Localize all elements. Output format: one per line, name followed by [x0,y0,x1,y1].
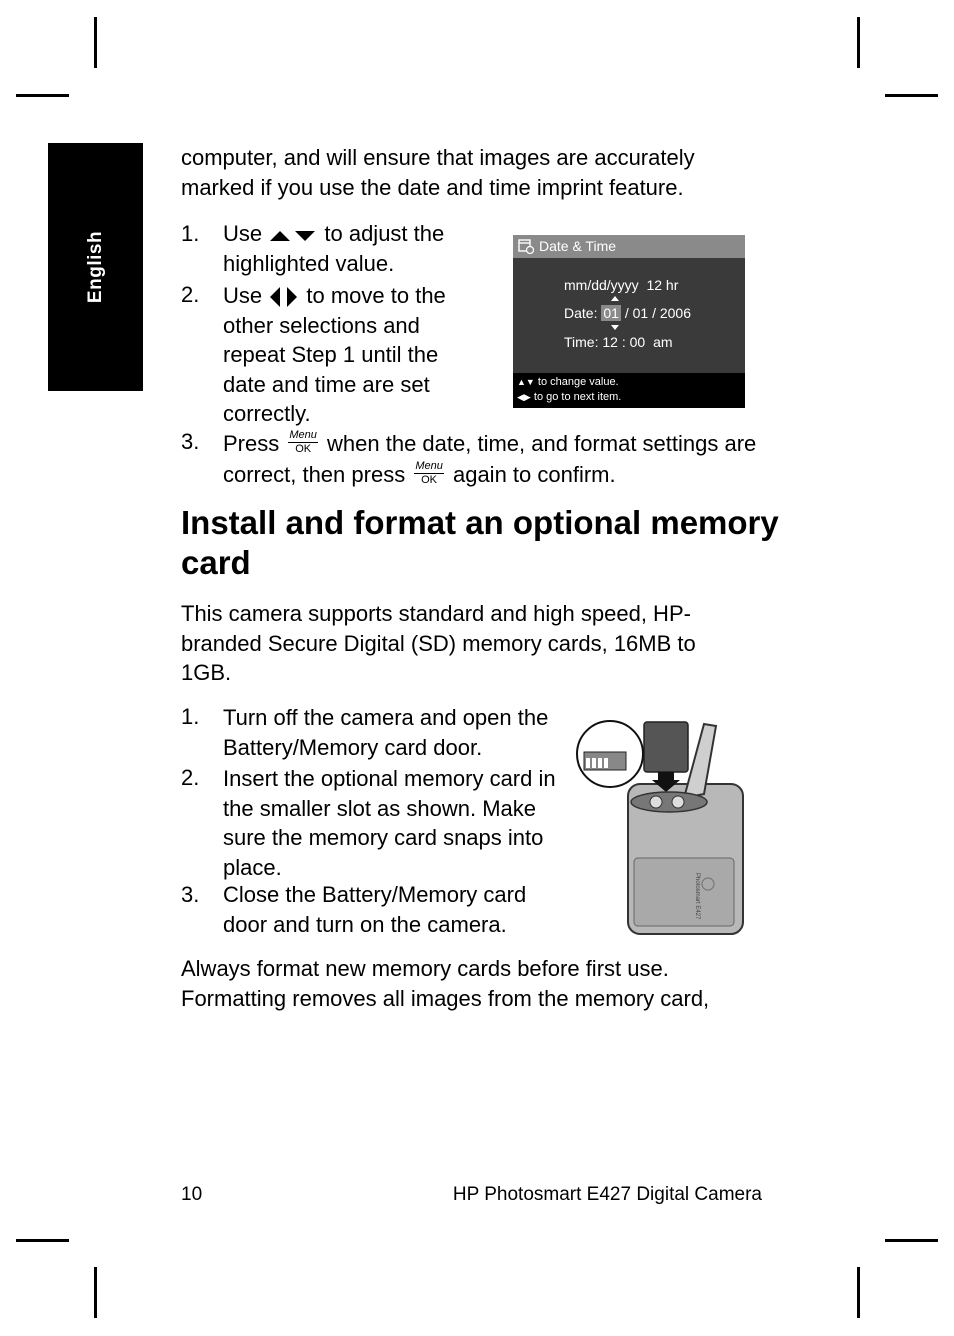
intro-paragraph: computer, and will ensure that images are accurately marked if you use the date and time imprint feature. [181,145,695,200]
sd-support-paragraph: This camera supports standard and high speed, HP-branded Secure Digital (SD) memory cards, 16MB to 1GB. [181,601,696,685]
crop-mark [16,1239,69,1242]
step-1-pre: Use [223,221,263,246]
calendar-clock-icon [518,238,534,254]
language-tab [48,143,143,391]
step-1-text [223,219,478,278]
crop-mark [885,1239,938,1242]
screen-title-bar [513,235,745,258]
hint-next: ◀▶ to go to next item. [517,391,622,403]
card-step-2-text: Insert the optional memory card in the smaller slot as shown. Make sure the memory card snaps into place. [223,766,556,880]
date-time-screen [513,235,745,408]
time-label: Time: [564,334,599,350]
time-row [564,334,673,350]
camera-memory-card-illustration [574,718,749,938]
camera-model-label: Photosmart E427 [694,873,700,920]
step-2-post: to move to the other selections and repeat Step 1 until the date and time are set correctly. [223,283,446,426]
step-3-pre: Press [223,431,280,456]
step-number: 3. [181,882,200,907]
step-3-text [223,428,783,490]
up-down-small-icon: ▲▼ [517,377,535,387]
language-tab-label: English [84,230,106,304]
crop-mark [885,94,938,97]
step-number: 2. [181,282,200,307]
step-number: 1. [181,221,200,246]
step-2-pre: Use [223,283,263,308]
section-heading: Install and format an optional memory card [181,504,779,581]
crop-mark [94,17,97,68]
left-right-small-icon: ◀▶ [517,392,531,402]
date-rest: / 01 / 2006 [624,305,691,321]
menu-ok-button-icon: Menu OK [415,459,443,486]
menu-ok-button-icon: Menu OK [289,428,317,455]
crop-mark [94,1267,97,1318]
crop-mark [857,17,860,68]
screen-hints [513,373,745,408]
screen-title: Date & Time [539,238,617,254]
step-1-post: to adjust the highlighted value. [223,221,445,276]
date-row [564,305,691,321]
step-3-post: again to confirm. [452,462,616,487]
step-number: 3. [181,429,200,454]
left-right-arrows-icon [268,286,300,308]
up-down-arrows-icon [268,228,318,242]
crop-mark [16,94,69,97]
page-number: 10 [181,1184,203,1205]
date-label: Date: [564,305,598,321]
card-step-1-text: Turn off the camera and open the Battery/Memory card door. [223,705,549,760]
hint-change: ▲▼ to change value. [517,376,619,388]
card-step-3-text: Close the Battery/Memory card door and turn on the camera. [223,882,527,937]
step-number: 1. [181,704,200,729]
step-number: 2. [181,765,200,790]
step-3-mid: when the date, time, and format settings are correct, then press [223,431,757,487]
footer-title: HP Photosmart E427 Digital Camera [452,1184,762,1205]
date-month-selected: 01 [603,305,619,321]
time-value: 12 : 00 [602,334,646,350]
format-row: mm/dd/yyyy 12 hr [564,277,679,293]
format-paragraph: Always format new memory cards before first use. Formatting removes all images from the memory card, [181,956,710,1011]
crop-mark [857,1267,860,1318]
adjust-arrows-icon [610,295,620,331]
step-2-text [223,281,478,429]
time-ampm: am [653,334,673,350]
